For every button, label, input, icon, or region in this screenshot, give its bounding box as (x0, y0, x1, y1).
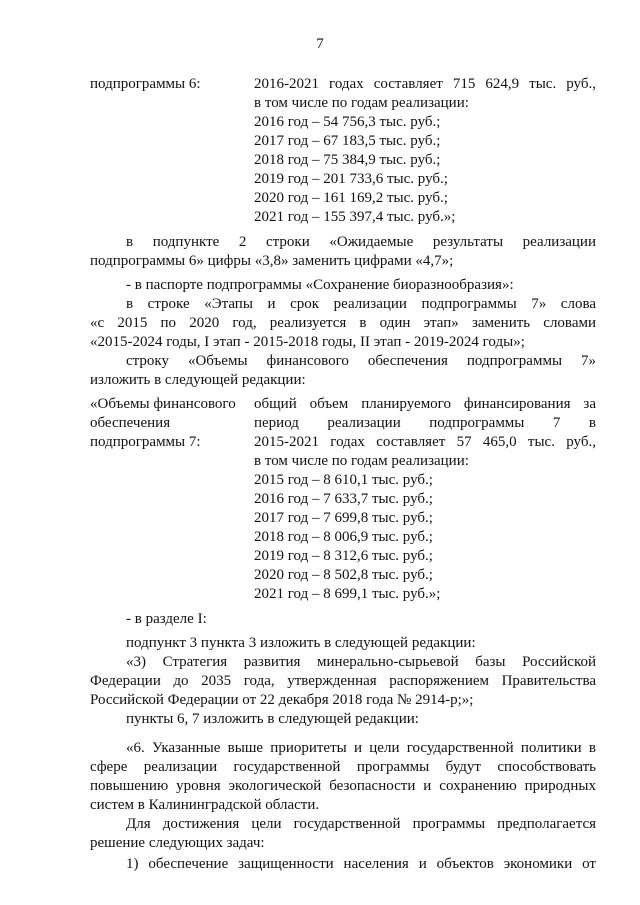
paragraph-line: подпункт 3 пункта 3 изложить в следующей редакции: (126, 635, 476, 651)
paragraph-line: - в разделе I: (126, 611, 207, 627)
paragraph-line: в строке «Этапы и срок реализации подпрограммы 7» слова (126, 296, 596, 312)
block2-year-line: 2017 год – 7 699,8 тыс. руб.; (254, 510, 433, 526)
page-number: 7 (316, 36, 324, 52)
block2-left-label: «Объемы финансового (90, 396, 236, 412)
paragraph-line: решение следующих задач: (90, 835, 265, 851)
paragraph-line: подпрограммы 6» цифры «3,8» заменить цифрами «4,7»; (90, 253, 454, 269)
block1-year-line: 2018 год – 75 384,9 тыс. руб.; (254, 152, 441, 168)
block1-year-line: 2020 год – 161 169,2 тыс. руб.; (254, 190, 448, 206)
paragraph-line: повышению уровня экологической безопасности и сохранению природных (90, 778, 596, 794)
paragraph-line: «3) Стратегия развития минерально-сырьевой базы Российской (126, 654, 596, 670)
block2-right-line: период реализации подпрограммы 7 в (254, 415, 596, 431)
block2-right-line: в том числе по годам реализации: (254, 453, 469, 469)
block1-left-label: подпрограммы 6: (90, 76, 201, 92)
paragraph-line: Федерации до 2035 года, утвержденная распоряжением Правительства (90, 673, 596, 689)
block1-incl-line: в том числе по годам реализации: (254, 95, 469, 111)
paragraph-line: Российской Федерации от 22 декабря 2018 года № 2914-р;»; (90, 692, 474, 708)
block2-year-line: 2015 год – 8 610,1 тыс. руб.; (254, 472, 433, 488)
paragraph-line: сфере реализации государственной программы будут способствовать (90, 759, 596, 775)
block2-year-line: 2021 год – 8 699,1 тыс. руб.»; (254, 586, 441, 602)
block1-year-line: 2019 год – 201 733,6 тыс. руб.; (254, 171, 448, 187)
paragraph-line: в подпункте 2 строки «Ожидаемые результаты реализации (126, 234, 596, 250)
paragraph-line: «2015-2024 годы, I этап - 2015-2018 годы, II этап - 2019-2024 годы»; (90, 334, 525, 350)
paragraph-line: «с 2015 по 2020 год, реализуется в один этап» заменить словами (90, 315, 596, 331)
block1-year-line: 2017 год – 67 183,5 тыс. руб.; (254, 133, 441, 149)
block2-year-line: 2019 год – 8 312,6 тыс. руб.; (254, 548, 433, 564)
paragraph-line: - в паспорте подпрограммы «Сохранение биоразнообразия»: (126, 277, 514, 293)
paragraph-line: Для достижения цели государственной программы предполагается (126, 816, 596, 832)
block1-year-line: 2016 год – 54 756,3 тыс. руб.; (254, 114, 441, 130)
block2-left-label: обеспечения (90, 415, 171, 431)
paragraph-line: 1) обеспечение защищенности населения и объектов экономики от (126, 856, 596, 872)
block1-year-line: 2021 год – 155 397,4 тыс. руб.»; (254, 209, 456, 225)
paragraph-line: «6. Указанные выше приоритеты и цели государственной политики в (126, 740, 596, 756)
paragraph-line: изложить в следующей редакции: (90, 372, 306, 388)
block2-year-line: 2016 год – 7 633,7 тыс. руб.; (254, 491, 433, 507)
block2-year-line: 2020 год – 8 502,8 тыс. руб.; (254, 567, 433, 583)
block2-year-line: 2018 год – 8 006,9 тыс. руб.; (254, 529, 433, 545)
block1-total-line: 2016-2021 годах составляет 715 624,9 тыс. руб., (254, 76, 596, 92)
block2-right-line: общий объем планируемого финансирования за (254, 396, 596, 412)
paragraph-line: систем в Калининградской области. (90, 797, 320, 813)
block2-right-line: 2015-2021 годах составляет 57 465,0 тыс. руб., (254, 434, 596, 450)
paragraph-line: строку «Объемы финансового обеспечения подпрограммы 7» (126, 353, 596, 369)
paragraph-line: пункты 6, 7 изложить в следующей редакции: (126, 711, 419, 727)
block2-left-label: подпрограммы 7: (90, 434, 201, 450)
